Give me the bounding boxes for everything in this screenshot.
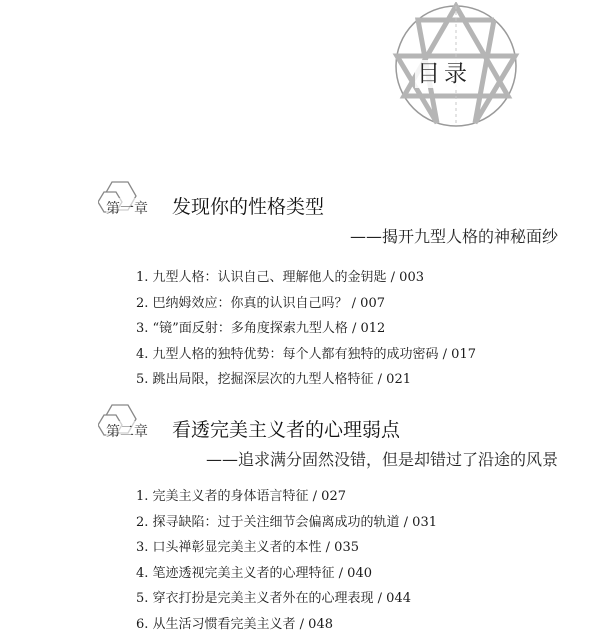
toc-item[interactable]: 1. 九型人格：认识自己、理解他人的金钥匙 / 003 (136, 265, 476, 291)
toc-title: 目录 (415, 60, 473, 88)
chapter-title: 发现你的性格类型 (172, 192, 324, 219)
toc-item[interactable]: 1. 完美主义者的身体语言特征 / 027 (136, 484, 437, 510)
chapter-1-item-list (136, 265, 476, 393)
chapter-subtitle: ——追求满分固然没错，但是却错过了沿途的风景 (206, 447, 558, 470)
chapter-label: 第二章 (106, 421, 148, 441)
chapter-title: 看透完美主义者的心理弱点 (172, 415, 400, 442)
toc-item[interactable]: 6. 从生活习惯看完美主义者 / 048 (136, 612, 437, 637)
toc-item[interactable]: 5. 跳出局限，挖掘深层次的九型人格特征 / 021 (136, 367, 476, 393)
toc-item[interactable]: 5. 穿衣打扮是完美主义者外在的心理表现 / 044 (136, 586, 437, 612)
chapter-2-item-list (136, 484, 437, 637)
toc-item[interactable]: 2. 巴纳姆效应：你真的认识自己吗？ / 007 (136, 291, 476, 317)
toc-item[interactable]: 3. “镜”面反射：多角度探索九型人格 / 012 (136, 316, 476, 342)
chapter-label: 第一章 (106, 198, 148, 218)
chapter-subtitle: ——揭开九型人格的神秘面纱 (350, 224, 558, 247)
toc-item[interactable]: 4. 九型人格的独特优势：每个人都有独特的成功密码 / 017 (136, 342, 476, 368)
toc-item[interactable]: 2. 探寻缺陷：过于关注细节会偏离成功的轨道 / 031 (136, 510, 437, 536)
toc-item[interactable]: 3. 口头禅彰显完美主义者的本性 / 035 (136, 535, 437, 561)
toc-item[interactable]: 4. 笔迹透视完美主义者的心理特征 / 040 (136, 561, 437, 587)
